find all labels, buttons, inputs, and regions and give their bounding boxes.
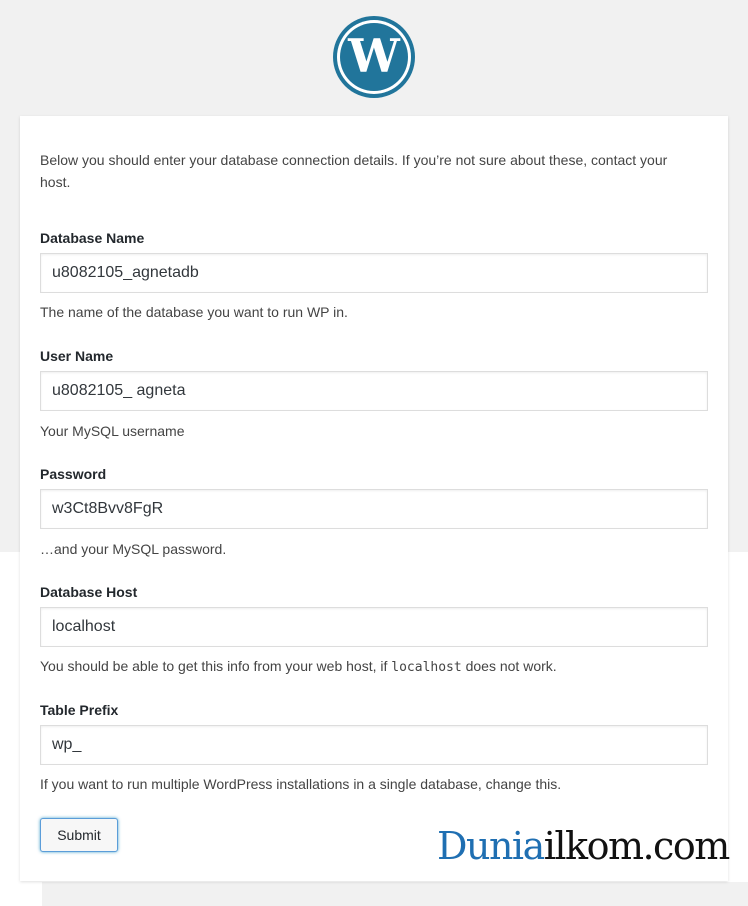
database-host-label: Database Host	[40, 584, 138, 600]
password-label: Password	[40, 466, 107, 482]
database-host-help-text-end: does not work.	[461, 658, 557, 674]
watermark-logo	[437, 824, 729, 868]
background-bottom-strip	[42, 882, 748, 906]
password-input[interactable]: w3Ct8Bvv8FgR	[40, 489, 708, 529]
database-host-help-text: You should be able to get this info from your web host, if	[40, 658, 392, 674]
svg-text:W: W	[348, 29, 400, 83]
password-help: …and your MySQL password.	[40, 541, 227, 557]
database-host-input[interactable]: localhost	[40, 607, 708, 647]
database-name-help: The name of the database you want to run WP in.	[40, 304, 348, 320]
watermark-part2: ilkom.com	[543, 824, 729, 868]
intro-text: Below you should enter your database connection details. If you’re not sure about these, contact your host.	[40, 152, 668, 190]
table-prefix-label: Table Prefix	[40, 702, 119, 718]
localhost-code: localhost	[391, 660, 462, 675]
table-prefix-input[interactable]: wp_	[40, 725, 708, 765]
user-name-label: User Name	[40, 348, 114, 364]
database-name-label: Database Name	[40, 230, 145, 246]
wordpress-logo-icon[interactable]	[332, 15, 416, 99]
watermark-part1: Dunia	[437, 824, 544, 868]
setup-config-card	[20, 116, 728, 881]
database-name-input[interactable]: u8082105_agnetadb	[40, 253, 708, 293]
table-prefix-help: If you want to run multiple WordPress installations in a single database, change this.	[40, 776, 562, 792]
user-name-input[interactable]: u8082105_ agneta	[40, 371, 708, 411]
submit-button[interactable]: Submit	[40, 818, 118, 852]
database-host-help	[40, 658, 557, 675]
user-name-help: Your MySQL username	[40, 423, 185, 439]
